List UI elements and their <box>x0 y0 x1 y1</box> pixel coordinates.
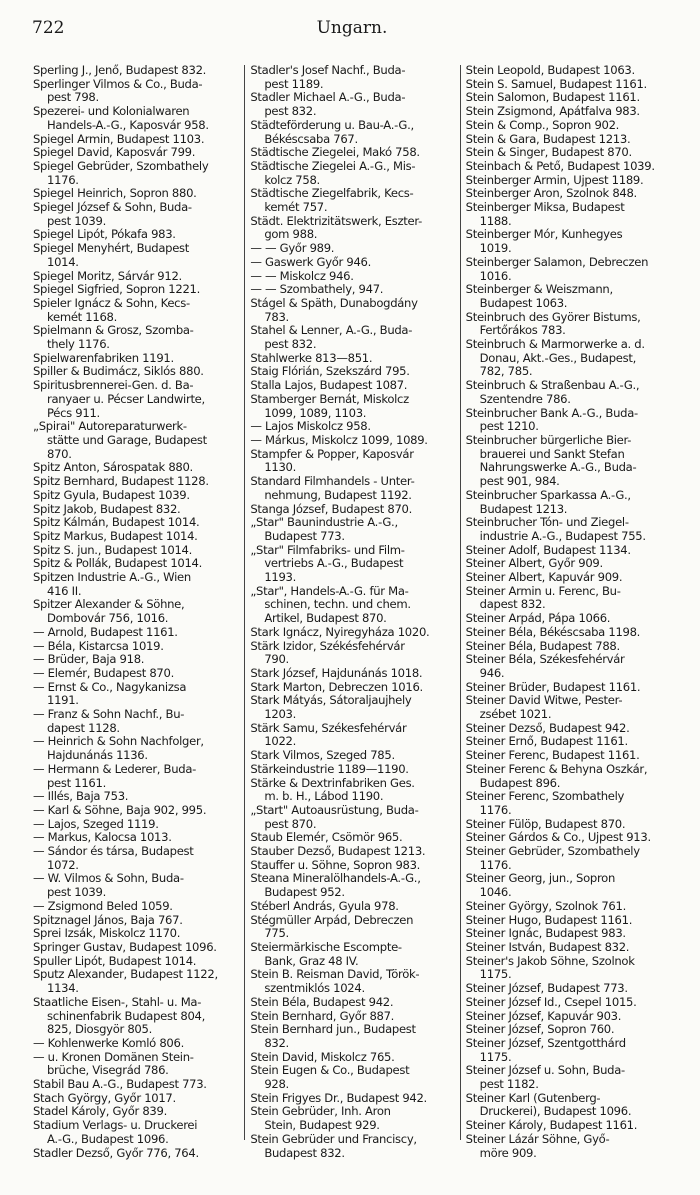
directory-entry-line: Stein, Budapest 929. <box>264 1119 380 1133</box>
directory-entry-line: Steiner Fülöp, Budapest 870. <box>465 817 626 831</box>
directory-entry-line: pest 901, 984. <box>479 475 560 489</box>
directory-entry-line: Pécs 911. <box>47 406 100 420</box>
directory-entry-line: Steinbrucher Tón- und Ziegel- <box>465 516 629 530</box>
directory-entry-line: Steiner Hugo, Budapest 1161. <box>465 913 633 927</box>
directory-entry-line: brüche, Visegrád 786. <box>47 1064 169 1078</box>
directory-entry-line: Hajdunánás 1136. <box>47 749 148 763</box>
directory-entry-line: Stein Eugen & Co., Budapest <box>250 1064 410 1078</box>
directory-entry-line: Handels-A.-G., Kaposvár 958. <box>47 118 209 132</box>
directory-entry-line: Stein & Gara, Budapest 1213. <box>465 132 631 146</box>
directory-entry-line: Stauber Dezső, Budapest 1213. <box>250 845 426 859</box>
directory-entry-line: Steiner Ferenc, Szombathely <box>465 790 625 804</box>
directory-entry-line: Steiner Gárdos & Co., Ujpest 913. <box>465 831 651 845</box>
directory-entry-line: Békéscsaba 767. <box>264 132 358 146</box>
directory-entry-line: Stein Bernhard jun., Budapest <box>250 1023 416 1037</box>
directory-entry-line: Steiermärkische Escompte- <box>250 941 402 954</box>
directory-entry-line: Springer Gustav, Budapest 1096. <box>33 941 217 954</box>
directory-entry-line: Spiegel Moritz, Sárvár 912. <box>33 269 182 283</box>
directory-entry-line: Stégmüller Arpád, Debreczen <box>250 913 414 927</box>
directory-entry-line: dapest 1128. <box>47 721 120 735</box>
column-2 <box>245 64 459 1184</box>
directory-entry-line: Artikel, Budapest 870. <box>264 612 387 626</box>
directory-entry-line: szentmiklós 1024. <box>264 982 365 996</box>
directory-entry-line: Druckerei), Budapest 1096. <box>479 1105 632 1119</box>
column-3 <box>461 64 675 1184</box>
directory-entry-line: Bank, Graz 48 IV. <box>264 954 359 968</box>
directory-entry-line: Steiner István, Budapest 832. <box>465 941 630 954</box>
directory-entry-line: — Arnold, Budapest 1161. <box>33 625 178 639</box>
directory-entry-line: Stauffer u. Söhne, Sopron 983. <box>250 858 421 872</box>
directory-entry-line: Steiner Ferenc, Budapest 1161. <box>465 749 640 763</box>
directory-entry-line: Sperling J., Jenő, Budapest 832. <box>33 64 207 77</box>
directory-entry-line: Budapest 1063. <box>479 296 568 310</box>
directory-entry-line: Steiner József, Szentgotthárd <box>465 1036 626 1050</box>
directory-entry-line: Spiritusbrennerei-Gen. d. Ba- <box>33 379 194 393</box>
directory-entry-line: Nahrungswerke A.-G., Buda- <box>479 461 637 475</box>
directory-entry-line: Steinbrucher Bank A.-G., Buda- <box>465 406 638 420</box>
directory-entry-line: Stampfer & Popper, Kaposvár <box>250 447 414 461</box>
directory-entry-line: — Béla, Kistarcsa 1019. <box>33 639 164 653</box>
directory-entry-line: Stärke & Dextrinfabriken Ges. <box>250 776 415 790</box>
directory-entry-line: Spuller Lipót, Budapest 1014. <box>33 954 197 968</box>
directory-entry-line: pest 832. <box>264 338 317 352</box>
directory-entry-line: Stein Frigyes Dr., Budapest 942. <box>250 1091 427 1105</box>
directory-entry-line: Steinberger & Weiszmann, <box>465 283 613 297</box>
directory-entry-line: Staig Flórián, Szekszárd 795. <box>250 365 410 379</box>
directory-entry-line: — Márkus, Miskolcz 1099, 1089. <box>250 433 428 447</box>
directory-entry-line: schinenfabrik Budapest 804, <box>47 1009 205 1023</box>
directory-entry-line: Spezerei- und Kolonialwaren <box>33 105 190 119</box>
directory-entry-line: Spiegel David, Kaposvár 799. <box>33 146 196 160</box>
directory-entry-line: Szentendre 786. <box>479 392 571 406</box>
directory-entry-line: Spielwarenfabriken 1191. <box>33 351 174 365</box>
directory-entry-line: Steiner Arpád, Pápa 1066. <box>465 612 611 626</box>
directory-entry-line: stätte und Garage, Budapest <box>47 433 207 447</box>
directory-entry-line: Budapest 773. <box>264 529 345 543</box>
directory-entry-line: Sputz Alexander, Budapest 1122, <box>33 968 218 982</box>
column-1 <box>33 64 244 1184</box>
page-number: 722 <box>32 18 65 38</box>
directory-entry-line: Steiner Adolf, Budapest 1134. <box>465 543 631 557</box>
directory-entry-line: Spitz S. jun., Budapest 1014. <box>33 543 192 557</box>
directory-entry-line: Standard Filmhandels - Unter- <box>250 475 415 489</box>
directory-entry-line: 1130. <box>264 461 297 475</box>
directory-entry-line: — Hermann & Lederer, Buda- <box>33 762 197 776</box>
directory-entry-line: Staatliche Eisen-, Stahl- u. Ma- <box>33 995 202 1009</box>
directory-entry-line: Spieler Ignácz & Sohn, Kecs- <box>33 296 190 310</box>
directory-entry-line: Stark Ignácz, Nyiregyháza 1020. <box>250 625 430 639</box>
directory-entry-line: 832. <box>264 1036 289 1050</box>
directory-entry-line: Stark Marton, Debreczen 1016. <box>250 680 423 694</box>
directory-entry-line: — — Szombathely, 947. <box>250 283 384 297</box>
directory-entry-line: Spitz Jakob, Budapest 832. <box>33 502 181 516</box>
directory-entry-line: Spiegel Sigfried, Sopron 1221. <box>33 283 200 297</box>
directory-entry-line: pest 870. <box>264 817 317 831</box>
directory-entry-line: — Sándor és társa, Budapest <box>33 845 194 859</box>
directory-entry-line: — Lajos, Szeged 1119. <box>33 817 159 831</box>
directory-entry-line: Stahel & Lenner, A.-G., Buda- <box>250 324 413 338</box>
directory-entry-line: Stach György, Győr 1017. <box>33 1091 176 1105</box>
directory-entry-line: Spitz Markus, Budapest 1014. <box>33 529 198 543</box>
directory-entry-line: Spitz Gyula, Budapest 1039. <box>33 488 190 502</box>
directory-entry-line: „Star" Baunindustrie A.-G., <box>250 516 398 530</box>
directory-entry-line: Stein Béla, Budapest 942. <box>250 995 394 1009</box>
directory-entry-line: Stahlwerke 813—851. <box>250 351 373 365</box>
directory-entry-line: ranyaer u. Pécser Landwirte, <box>47 392 205 406</box>
directory-entry-line: Steiner József, Kapuvár 903. <box>465 1009 622 1023</box>
directory-entry-line: Städtische Ziegelfabrik, Kecs- <box>250 187 414 201</box>
directory-entry-line: Städteförderung u. Bau-A.-G., <box>250 118 414 132</box>
directory-entry-line: Steinberger Miksa, Budapest <box>465 201 625 215</box>
directory-entry-line: gom 988. <box>264 228 318 242</box>
directory-entry-line: pest 1182. <box>479 1078 539 1092</box>
directory-entry-line: Spitzen Industrie A.-G., Wien <box>33 571 191 585</box>
directory-entry-line: kemét 1168. <box>47 310 117 324</box>
directory-entry-line: industrie A.-G., Budapest 755. <box>479 529 646 543</box>
directory-entry-line: Städt. Elektrizitätswerk, Eszter- <box>250 214 422 228</box>
directory-entry-line: — W. Vilmos & Sohn, Buda- <box>33 872 184 886</box>
directory-entry-line: Spielmann & Grosz, Szomba- <box>33 324 194 338</box>
directory-entry-line: 790. <box>264 653 289 667</box>
directory-entry-line: pest 798. <box>47 91 99 105</box>
directory-entry-line: Städtische Ziegelei, Makó 758. <box>250 146 420 160</box>
directory-entry-line: Stärk Samu, Székesfehérvár <box>250 721 407 735</box>
directory-entry-line: — Kohlenwerke Komló 806. <box>33 1036 184 1050</box>
directory-entry-line: Steinberger Salamon, Debreczen <box>465 255 649 269</box>
directory-entry-line: Stein Salomon, Budapest 1161. <box>465 91 640 105</box>
directory-entry-line: Stark József, Hajdunánás 1018. <box>250 666 423 680</box>
directory-entry-line: nehmung, Budapest 1192. <box>264 488 412 502</box>
directory-entry-line: Steinbach & Pető, Budapest 1039. <box>465 159 655 173</box>
directory-entry-line: pest 1161. <box>47 776 106 790</box>
directory-entry-line: „Star", Handels-A.-G. für Ma- <box>250 584 409 598</box>
directory-entry-line: Steiner Albert, Győr 909. <box>465 557 603 571</box>
directory-entry-line: Stadler Dezső, Győr 776, 764. <box>33 1146 199 1160</box>
directory-entry-line: Steinberger Armin, Ujpest 1189. <box>465 173 644 187</box>
directory-entry-line: Steinbrucher bürgerliche Bier- <box>465 433 632 447</box>
directory-entry-line: 782, 785. <box>479 365 533 379</box>
directory-entry-line: — Elemér, Budapest 870. <box>33 666 174 680</box>
directory-entry-line: Stein B. Reisman David, Török- <box>250 968 420 982</box>
directory-entry-line: Steinbruch & Marmorwerke a. d. <box>465 338 645 352</box>
directory-entry-line: — u. Kronen Domänen Stein- <box>33 1050 194 1064</box>
directory-entry-line: Steiner György, Szolnok 761. <box>465 899 626 913</box>
directory-entry-line: Fertőrákos 783. <box>479 324 566 338</box>
directory-entry-line: 1175. <box>479 1050 512 1064</box>
directory-entry-line: Steinberger Mór, Kunhegyes <box>465 228 623 242</box>
directory-entry-line: pest 1210. <box>479 420 539 434</box>
directory-entry-line: — — Győr 989. <box>250 242 335 256</box>
directory-entry-line: Steinbruch & Straßenbau A.-G., <box>465 379 640 393</box>
directory-entry-line: 416 II. <box>47 584 82 598</box>
directory-entry-line: Stein Gebrüder und Franciscy, <box>250 1132 417 1146</box>
directory-entry-line: dapest 832. <box>479 598 546 612</box>
directory-entry-line: Spitz & Pollák, Budapest 1014. <box>33 557 203 571</box>
directory-entry-line: Steana Mineralölhandels-A.-G., <box>250 872 421 886</box>
directory-entry-line: möre 909. <box>479 1146 537 1160</box>
directory-entry-line: Stágel & Späth, Dunabogdány <box>250 296 418 310</box>
directory-entry-line: — Karl & Söhne, Baja 902, 995. <box>33 803 207 817</box>
directory-entry-line: Steiner Károly, Budapest 1161. <box>465 1119 638 1133</box>
directory-entry-line: Stabil Bau A.-G., Budapest 773. <box>33 1078 207 1092</box>
directory-entry-line: 1191. <box>47 694 79 708</box>
directory-entry-line: — Illés, Baja 753. <box>33 790 129 804</box>
directory-entry-line: Stein Gebrüder, Inh. Aron <box>250 1105 391 1119</box>
directory-entry-line: Stéberl András, Gyula 978. <box>250 899 399 913</box>
directory-entry-line: — Lajos Miskolcz 958. <box>250 420 371 434</box>
directory-entry-line: 825, Diosgyör 805. <box>47 1023 152 1037</box>
directory-entry-line: Dombovár 756, 1016. <box>47 612 169 626</box>
directory-entry-line: Spitz Anton, Sárospatak 880. <box>33 461 193 475</box>
page-header <box>32 18 672 42</box>
directory-entry-line: Steiner Lázár Söhne, Győ- <box>465 1132 610 1146</box>
directory-entry-line: Spiegel József & Sohn, Buda- <box>33 201 192 215</box>
directory-entry-line: „Star" Filmfabriks- und Film- <box>250 543 405 557</box>
directory-entry-line: „Start" Autoausrüstung, Buda- <box>250 803 419 817</box>
directory-entry-line: pest 1039. <box>47 886 106 900</box>
directory-entry-line: 1188. <box>479 214 512 228</box>
directory-entry-line: Stein & Comp., Sopron 902. <box>465 118 620 132</box>
directory-entry-line: Stadel Károly, Győr 839. <box>33 1105 167 1119</box>
directory-entry-line: Staub Elemér, Csömör 965. <box>250 831 403 845</box>
directory-entry-line: 1072. <box>47 858 79 872</box>
directory-entry-line: Spiller & Budimácz, Siklós 880. <box>33 365 204 379</box>
directory-entry-line: Spiegel Armin, Budapest 1103. <box>33 132 205 146</box>
directory-entry-line: Budapest 1213. <box>479 502 568 516</box>
directory-entry-line: Stein Leopold, Budapest 1063. <box>465 64 635 77</box>
directory-entry-line: Stein S. Samuel, Budapest 1161. <box>465 77 647 91</box>
directory-entry-line: thely 1176. <box>47 338 110 352</box>
directory-entry-line: Spitzer Alexander & Söhne, <box>33 598 185 612</box>
directory-entry-line: Steinbrucher Sparkassa A.-G., <box>465 488 631 502</box>
directory-entry-line: kemét 757. <box>264 201 328 215</box>
directory-entry-line: Stalla Lajos, Budapest 1087. <box>250 379 408 393</box>
directory-entry-line: Stamberger Bernát, Miskolcz <box>250 392 409 406</box>
directory-entry-line: Steiner Ferenc & Behyna Oszkár, <box>465 762 648 776</box>
directory-entry-line: Steiner József, Budapest 773. <box>465 982 628 996</box>
directory-entry-line: 1014. <box>47 255 79 269</box>
directory-entry-line: Stadium Verlags- u. Druckerei <box>33 1119 198 1133</box>
directory-entry-line: Steiner Georg, jun., Sopron <box>465 872 616 886</box>
directory-entry-line: Stein Zsigmond, Apátfalva 983. <box>465 105 640 119</box>
directory-entry-line: Spiegel Gebrüder, Szombathely <box>33 159 209 173</box>
directory-entry-line: Steiner József u. Sohn, Buda- <box>465 1064 625 1078</box>
directory-entry-line: Steiner Béla, Budapest 788. <box>465 639 620 653</box>
directory-entry-line: — Gaswerk Győr 946. <box>250 255 372 269</box>
directory-entry-line: Steinberger Aron, Szolnok 848. <box>465 187 637 201</box>
directory-entry-line: Budapest 952. <box>264 886 345 900</box>
directory-entry-line: 783. <box>264 310 289 324</box>
directory-entry-line: Steiner Armin u. Ferenc, Bu- <box>465 584 621 598</box>
directory-entry-line: 1175. <box>479 968 512 982</box>
directory-entry-line: A.-G., Budapest 1096. <box>47 1132 169 1146</box>
directory-entry-line: Spiegel Menyhért, Budapest <box>33 242 190 256</box>
directory-entry-line: „Spirai" Autoreparaturwerk- <box>33 420 187 434</box>
directory-entry-line: 1016. <box>479 269 512 283</box>
directory-entry-line: m. b. H., Lábod 1190. <box>264 790 384 804</box>
directory-entry-line: 1176. <box>47 173 79 187</box>
directory-entry-line: Steiner József Id., Csepel 1015. <box>465 995 637 1009</box>
directory-entry-line: Stärkeindustrie 1189—1190. <box>250 762 409 776</box>
directory-entry-line: zsébet 1021. <box>479 708 552 722</box>
directory-entry-line: — Zsigmond Beled 1059. <box>33 899 173 913</box>
directory-entry-line: — Ernst & Co., Nagykanizsa <box>33 680 187 694</box>
directory-entry-line: schinen, techn. und chem. <box>264 598 411 612</box>
directory-entry-line: Steinbruch des Györer Bistums, <box>465 310 641 324</box>
directory-entry-line: 1022. <box>264 735 297 749</box>
directory-entry-line: 1099, 1089, 1103. <box>264 406 367 420</box>
directory-entry-line: Stadler's Josef Nachf., Buda- <box>250 64 406 77</box>
directory-entry-line: 928. <box>264 1078 289 1092</box>
directory-entry-line: Stark Mátyás, Sátoraljaujhely <box>250 694 412 708</box>
directory-entry-line: 775. <box>264 927 289 941</box>
directory-entry-line: Steiner Albert, Kapuvár 909. <box>465 571 623 585</box>
directory-entry-line: Stein David, Miskolcz 765. <box>250 1050 395 1064</box>
directory-entry-line: Spiegel Lipót, Pókafa 983. <box>33 228 176 242</box>
directory-entry-line: Spitz Kálmán, Budapest 1014. <box>33 516 200 530</box>
directory-entry-line: Steiner Béla, Békéscsaba 1198. <box>465 625 641 639</box>
directory-entry-line: Stein Bernhard, Győr 887. <box>250 1009 395 1023</box>
directory-entry-line: 1176. <box>479 858 512 872</box>
directory-entry-line: Stanga József, Budapest 870. <box>250 502 413 516</box>
directory-entry-line: Steiner Gebrüder, Szombathely <box>465 845 640 859</box>
directory-entry-line: Stadler Michael A.-G., Buda- <box>250 91 406 105</box>
directory-entry-line: Steiner Brüder, Budapest 1161. <box>465 680 641 694</box>
directory-entry-line: 1019. <box>479 242 512 256</box>
directory-entry-line: Steiner József, Sopron 760. <box>465 1023 615 1037</box>
directory-entry-line: pest 832. <box>264 105 317 119</box>
directory-entry-line: — Franz & Sohn Nachf., Bu- <box>33 708 185 722</box>
directory-entry-line: — Heinrich & Sohn Nachfolger, <box>33 735 204 749</box>
directory-entry-line: Steiner's Jakob Söhne, Szolnok <box>465 954 635 968</box>
directory-entry-line: kolcz 758. <box>264 173 320 187</box>
directory-entry-line: Steiner Béla, Székesfehérvár <box>465 653 625 667</box>
directory-entry-line: brauerei und Sankt Stefan <box>479 447 625 461</box>
directory-entry-line: 1134. <box>47 982 79 996</box>
directory-entry-line: 870. <box>47 447 72 461</box>
directory-entry-line: Steiner Karl (Gutenberg- <box>465 1091 601 1105</box>
directory-entry-line: — Markus, Kalocsa 1013. <box>33 831 172 845</box>
directory-entry-line: Stein & Singer, Budapest 870. <box>465 146 632 160</box>
directory-entry-line: Spitznagel János, Baja 767. <box>33 913 183 927</box>
directory-entry-line: Stärk Izidor, Székésfehérvár <box>250 639 405 653</box>
directory-entry-line: pest 1189. <box>264 77 324 91</box>
directory-entry-line: 1176. <box>479 803 512 817</box>
directory-entry-line: Städtische Ziegelei A.-G., Mis- <box>250 159 416 173</box>
directory-entry-line: 946. <box>479 666 505 680</box>
directory-entry-line: Steiner David Witwe, Pester- <box>465 694 623 708</box>
directory-entry-line: Sprei Izsák, Miskolcz 1170. <box>33 927 181 941</box>
directory-entry-line: pest 1039. <box>47 214 106 228</box>
directory-entry-line: — Brüder, Baja 918. <box>33 653 145 667</box>
directory-entry-line: Budapest 896. <box>479 776 561 790</box>
directory-entry-line: Spiegel Heinrich, Sopron 880. <box>33 187 197 201</box>
directory-entry-line: Steiner Dezső, Budapest 942. <box>465 721 630 735</box>
page-title: Ungarn. <box>316 18 388 38</box>
directory-entry-line: Steiner Ernő, Budapest 1161. <box>465 735 628 749</box>
directory-entry-line: Budapest 832. <box>264 1146 345 1160</box>
directory-entry-line: Spitz Bernhard, Budapest 1128. <box>33 475 209 489</box>
directory-entry-line: Sperlinger Vilmos & Co., Buda- <box>33 77 203 91</box>
directory-entry-line: Donau, Akt.-Ges., Budapest, <box>479 351 636 365</box>
directory-columns <box>33 64 675 1184</box>
directory-entry-line: 1193. <box>264 571 297 585</box>
directory-entry-line: vertriebs A.-G., Budapest <box>264 557 404 571</box>
directory-entry-line: Stark Vilmos, Szeged 785. <box>250 749 395 763</box>
directory-entry-line: 1046. <box>479 886 512 900</box>
directory-entry-line: — — Miskolcz 946. <box>250 269 354 283</box>
directory-entry-line: 1203. <box>264 708 297 722</box>
directory-entry-line: Steiner Ignác, Budapest 983. <box>465 927 626 941</box>
